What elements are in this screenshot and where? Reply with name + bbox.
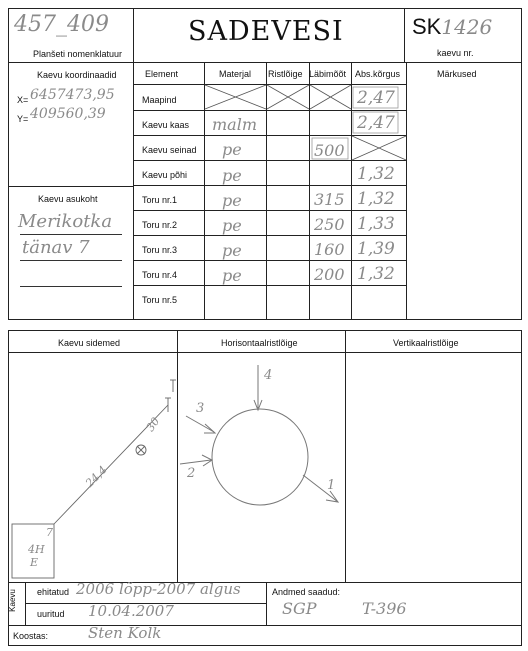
arrow-label-2: 2 [187,466,196,481]
row-height-8: 1,32 [357,264,395,284]
sketch-header-line [8,352,522,353]
built-value: 2006 lõpp-2007 algus [76,580,241,598]
x-value: 6457473,95 [30,87,115,103]
row-material-4: pe [222,166,242,185]
well-id [412,14,492,40]
section-horizontal: Horisontaalristlõige [221,338,298,348]
header-divider-1 [133,8,134,63]
plan-code: 457_409 [14,12,109,37]
arrow-label-1: 1 [327,478,336,493]
row-material-5: pe [222,191,242,210]
row-diameter-5: 315 [314,190,345,209]
location-line-1 [20,234,122,235]
row-element-2: Kaevu kaas [142,120,190,130]
sketch-box-bottom: E [30,556,39,569]
row-element-7: Toru nr.3 [142,245,178,255]
x-label: X= [17,95,29,105]
location-divider [8,186,134,187]
row-material-3: pe [222,140,242,159]
author-label: Koostas: [13,631,49,641]
source-value-1: SGP [282,599,317,618]
coords-heading: Kaevu koordinaadid [37,70,117,80]
sketch-col-divider-1 [177,330,178,582]
arrow-label-4: 4 [264,368,273,383]
col-header-diameter: Läbimõõt [309,69,347,79]
col-header-element: Element [145,69,179,79]
row-height-4: 1,32 [357,164,395,184]
row-height-1: 2,47 [357,88,395,108]
measured-label: uuritud [37,609,65,619]
footer-mid-divider [266,582,267,625]
measured-value: 10.04.2007 [88,602,174,620]
source-value-2: T-396 [362,599,407,618]
row-element-1: Maapind [142,95,177,105]
row-material-8: pe [222,266,242,285]
plan-label: Planšeti nomenklatuur [33,49,123,59]
footer-side-label: Kaevu [7,589,17,612]
row-element-8: Toru nr.4 [142,270,178,280]
sketch-segment-b: 30 [143,415,163,434]
sketch-segment-a: 24,4 [82,463,110,490]
footer-bottom-line [8,625,522,626]
row-diameter-8: 200 [314,265,345,284]
built-label: ehitatud [37,587,70,597]
sketch-box-mid: 4H [28,543,45,556]
row-element-4: Kaevu põhi [142,170,188,180]
row-height-5: 1,32 [357,189,395,209]
arrow-label-3: 3 [196,401,205,416]
location-value-1: Merikotka [18,211,113,232]
section-vertical: Vertikaalristlõige [393,338,459,348]
location-value-2: tänav 7 [22,237,90,258]
sketch-box-top: 7 [46,526,53,539]
location-heading: Kaevu asukoht [38,194,98,204]
y-label: Y= [17,114,29,124]
section-links: Kaevu sidemed [58,338,121,348]
y-value: 409560,39 [30,106,106,122]
row-element-6: Toru nr.2 [142,220,178,230]
well-prefix: SK [412,14,442,39]
row-material-7: pe [222,241,242,260]
row-diameter-7: 160 [314,240,345,259]
row-material-6: pe [222,216,242,235]
col-header-cross-section: Ristlõige [268,69,303,79]
row-height-2: 2,47 [357,113,395,133]
row-diameter-3: 500 [314,141,345,160]
location-line-2 [20,260,122,261]
header-divider-2 [404,8,405,63]
location-line-3 [20,286,122,287]
col-header-notes: Märkused [437,69,477,79]
row-element-5: Toru nr.1 [142,195,178,205]
row-material-2: malm [212,115,257,134]
col-header-material: Materjal [219,69,252,79]
col-header-abs-height: Abs.kõrgus [355,69,401,79]
author-value: Sten Kolk [88,624,162,642]
row-element-3: Kaevu seinad [142,145,197,155]
row-diameter-6: 250 [314,215,345,234]
row-height-6: 1,33 [357,214,395,234]
well-label: kaevu nr. [437,48,474,58]
well-number: 1426 [441,15,493,39]
page-title: SADEVESI [188,16,344,47]
row-element-9: Toru nr.5 [142,295,178,305]
sketch-col-divider-2 [345,330,346,582]
row-height-7: 1,39 [357,239,395,259]
source-label: Andmed saadud: [272,587,341,597]
